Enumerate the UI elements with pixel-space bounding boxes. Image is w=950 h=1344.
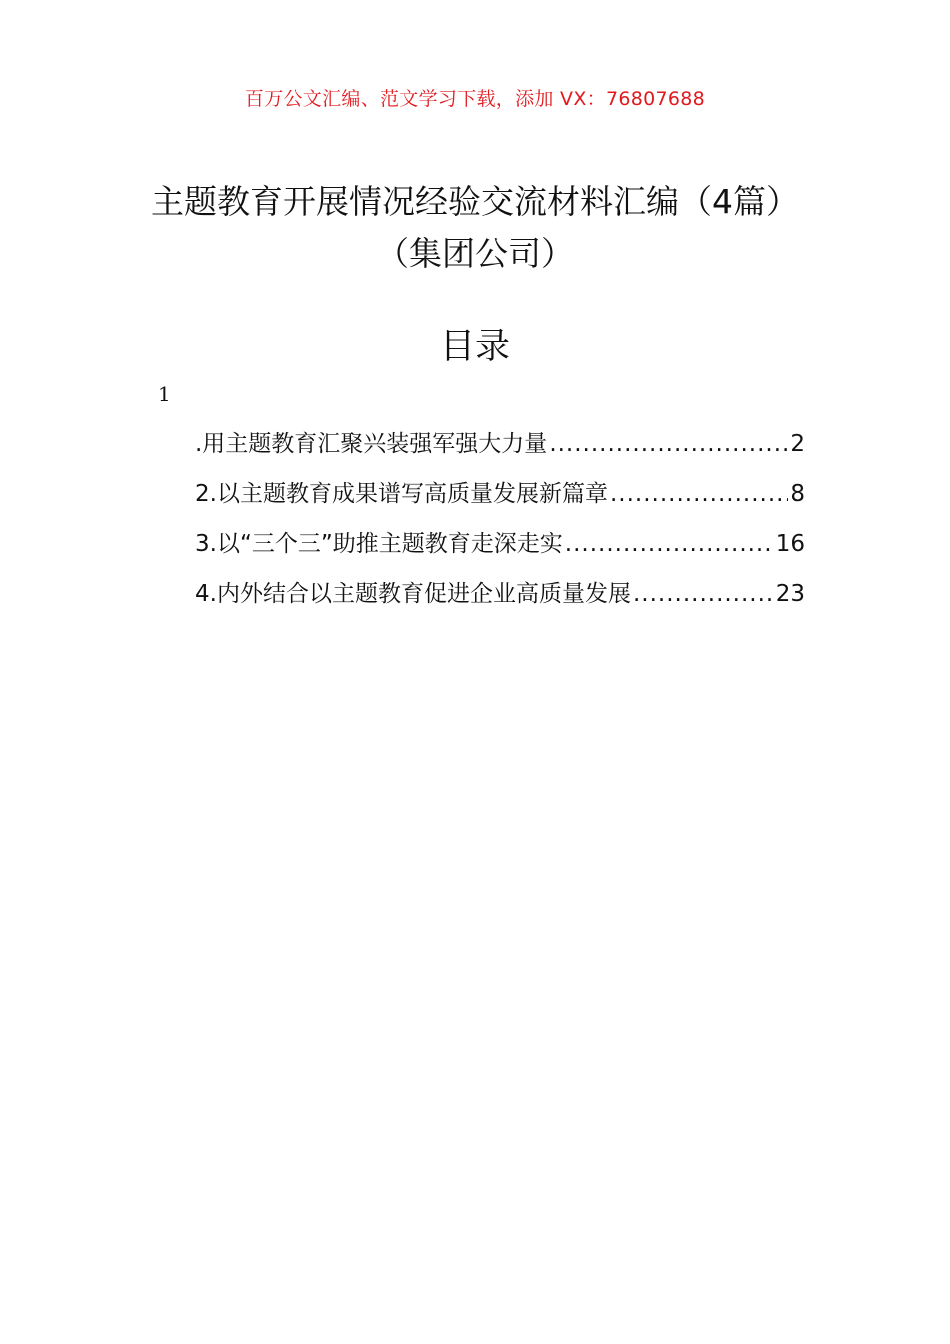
toc-entry-2[interactable]: [195, 474, 805, 524]
toc-entry-page: 16: [775, 531, 805, 557]
toc-leader-dots: [549, 424, 788, 464]
toc-entry-page: 8: [790, 481, 805, 507]
toc-leader-dots: [565, 524, 774, 564]
stray-number: 1: [158, 382, 171, 406]
toc-leader-dots: [633, 574, 774, 614]
toc-entry-1[interactable]: [195, 424, 805, 474]
toc-entry-page: 23: [775, 581, 805, 607]
toc-entry-3[interactable]: [195, 524, 805, 574]
document-title: 主题教育开展情况经验交流材料汇编（4篇）（集团公司）: [151, 182, 799, 273]
toc-leader-dots: [610, 474, 788, 514]
toc-entry-4[interactable]: [195, 574, 805, 624]
toc-entry-text: 2.以主题教育成果谱写高质量发展新篇章: [195, 481, 608, 507]
toc-entry-text: 3.以“三个三”助推主题教育走深走实: [195, 531, 563, 557]
toc-entry-text: .用主题教育汇聚兴装强军强大力量: [195, 431, 548, 457]
toc-heading: 目录: [439, 327, 510, 367]
header-note: 百万公文汇编、范文学习下载，添加 VX：76807688: [244, 88, 706, 110]
toc-entry-text: 4.内外结合以主题教育促进企业高质量发展: [195, 581, 631, 607]
toc-entry-page: 2: [790, 431, 805, 457]
table-of-contents: [195, 424, 805, 624]
